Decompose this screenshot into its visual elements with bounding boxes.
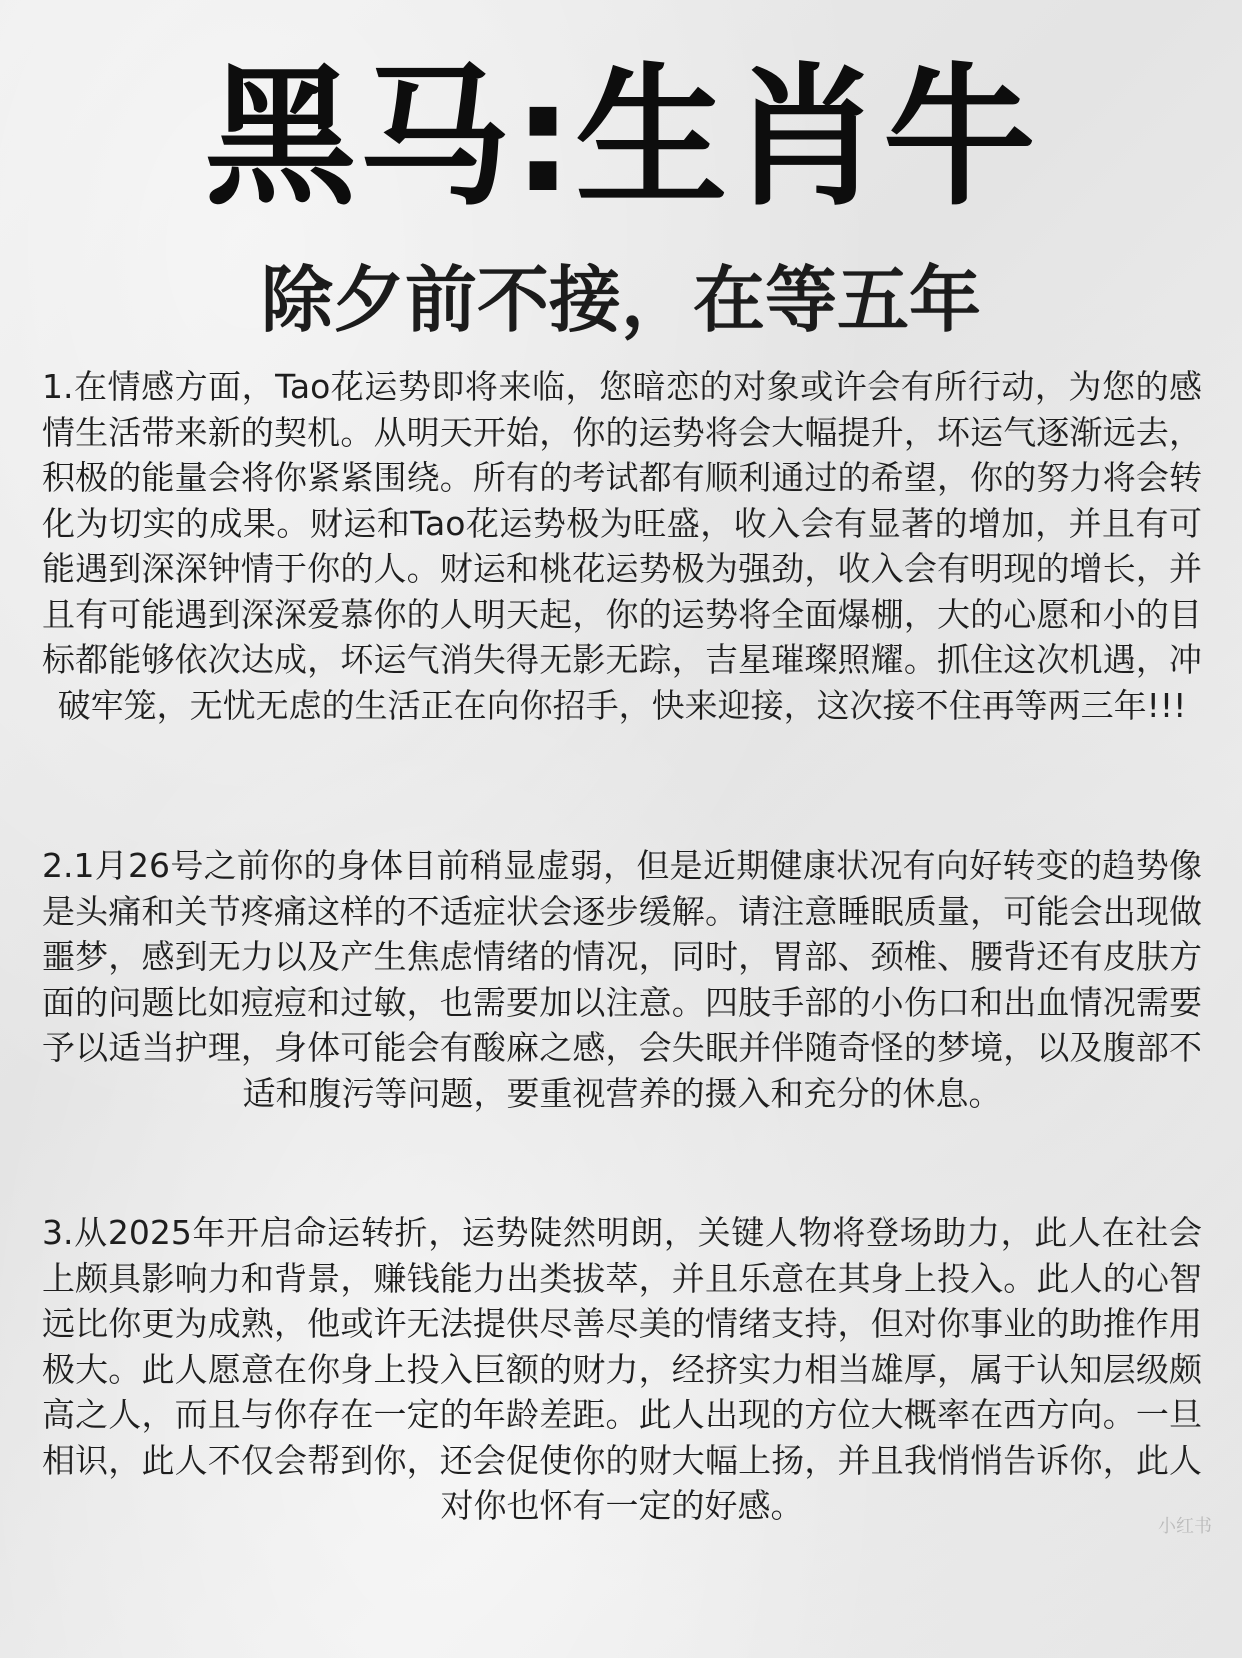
paragraph-love: 1.在情感方面，Tao花运势即将来临，您暗恋的对象或许会有所行动，为您的感情生活带来新的契机。从明天开始，你的运势将会大幅提升，坏运气逐渐远去，积极的能量会将你紧紧围绕。所有的考试都有顺利通过的希望，你的努力将会转化为切实的成果。财运和Tao花运势极为旺盛，收入会有显著的增加，并且有可能遇到深深钟情于你的人。财运和桃花运势极为强劲，收入会有明现的增长，并且有可能遇到深深爱慕你的人明天起，你的运势将全面爆棚，大的心愿和小的目标都能够依次达成，坏运气消失得无影无踪，吉星璀璨照耀。抓住这次机遇，冲破牢笼，无忧无虑的生活正在向你招手，快来迎接，这次接不住再等两三年!!!: [42, 367, 1202, 725]
page-subtitle: 除夕前不接，在等五年: [260, 258, 981, 342]
paragraph-career: 3.从2025年开启命运转折，运势陡然明朗，关键人物将登场助力，此人在社会上颇具影响力和背景，赚钱能力出类拔萃，并且乐意在其身上投入。此人的心智远比你更为成熟，他或许无法提供尽善尽美的情绪支持，但对你事业的助推作用极大。此人愿意在你身上投入巨额的财力，经挤实力相当雄厚，属于认知层级颇高之人，而且与你存在一定的年龄差距。此人出现的方位大概率在西方向。一旦相识，此人不仅会帮到你，还会促使你的财大幅上扬，并且我悄悄告诉你，此人对你也怀有一定的好感。: [42, 1213, 1202, 1525]
page-title: 黑马:生肖牛: [204, 49, 1038, 226]
paragraph-health: 2.1月26号之前你的身体目前稍显虚弱，但是近期健康状况有向好转变的趋势像是头痛和关节疼痛这样的不适症状会逐步缓解。请注意睡眠质量，可能会出现做噩梦，感到无力以及产生焦虑情绪的情况，同时，胃部、颈椎、腰背还有皮肤方面的问题比如痘痘和过敏，也需要加以注意。四肢手部的小伤口和出血情况需要予以适当护理，身体可能会有酸麻之感，会失眠并伴随奇怪的梦境，以及腹部不适和腹污等问题，要重视营养的摄入和充分的休息。: [42, 846, 1202, 1113]
watermark: 小红书: [1158, 1516, 1212, 1537]
